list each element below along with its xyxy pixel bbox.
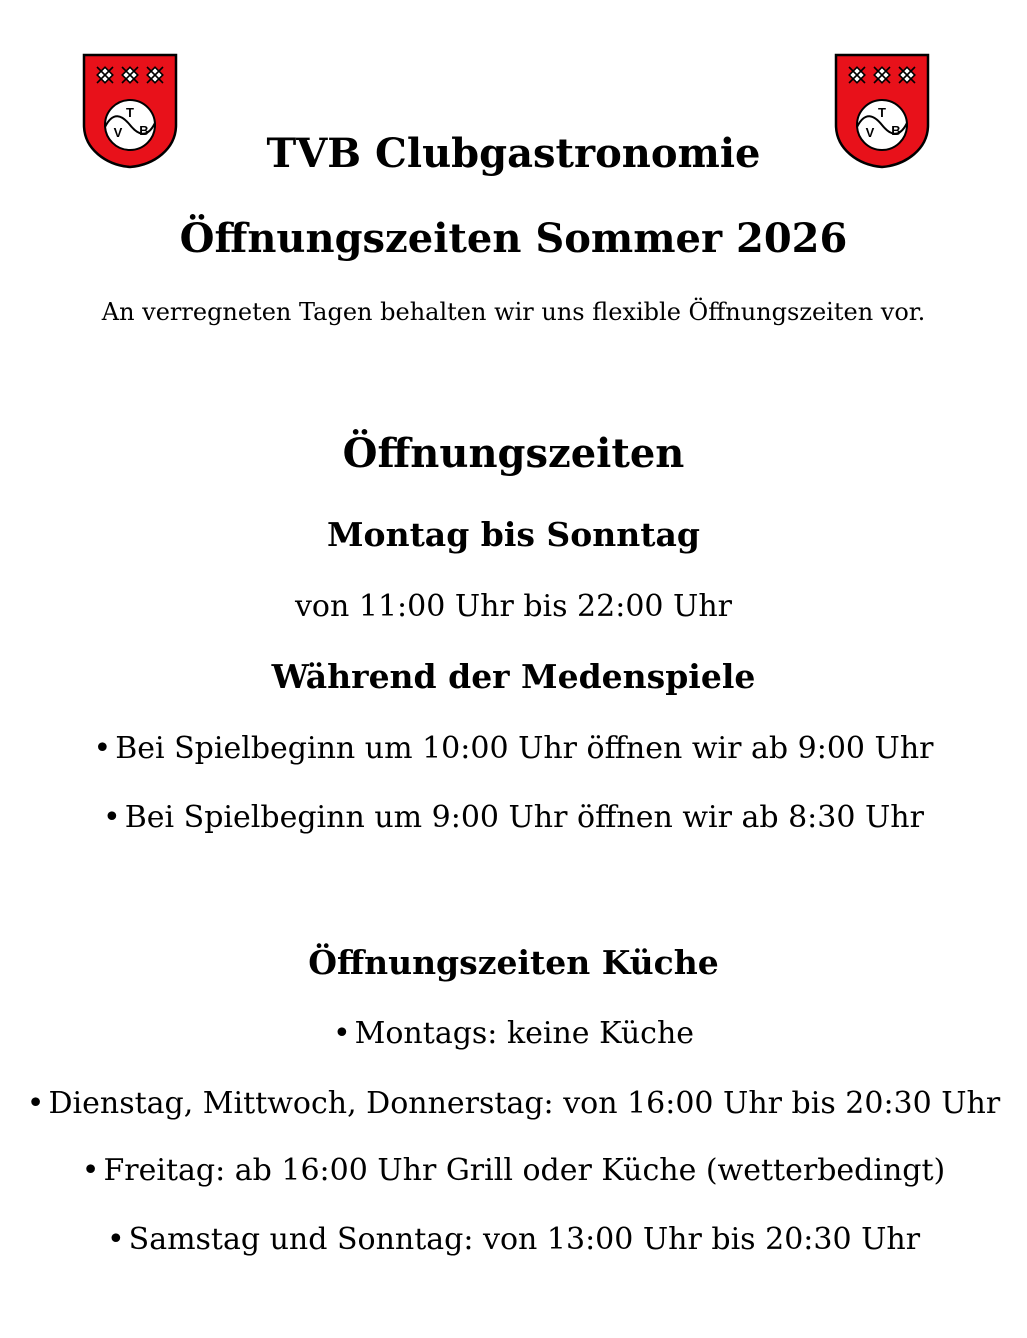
list-item: [0, 732, 1027, 767]
bullet-icon: •: [332, 1016, 351, 1051]
kitchen-item-text: Montags: keine Küche: [354, 1016, 695, 1051]
bullet-icon: •: [81, 1153, 100, 1188]
page-title: TVB Clubgastronomie: [266, 130, 761, 177]
bullet-icon: •: [106, 1222, 125, 1257]
list-item: [0, 801, 1027, 836]
crest-hammer-icons: [97, 67, 163, 83]
bullet-icon: •: [93, 731, 112, 766]
days-label: Montag bis Sonntag: [327, 515, 700, 554]
crest-letter-b: B: [891, 123, 901, 138]
page-subtitle: Öffnungszeiten Sommer 2026: [179, 215, 848, 262]
crest-letter-t: T: [126, 105, 134, 120]
kitchen-heading: Öffnungszeiten Küche: [308, 943, 719, 982]
crest-hammer-icons: [849, 67, 915, 83]
bullet-icon: •: [103, 800, 121, 835]
crest-letter-v: V: [113, 125, 123, 140]
kitchen-item-text: Freitag: ab 16:00 Uhr Grill oder Küche (wetterbedingt): [103, 1153, 946, 1188]
crest-letter-v: V: [865, 125, 875, 140]
list-item: [0, 1087, 1027, 1122]
matches-item-text: Bei Spielbeginn um 9:00 Uhr öffnen wir ab 8:30 Uhr: [124, 800, 924, 835]
list-item: [0, 1154, 1027, 1189]
crest-letter-b: B: [139, 123, 149, 138]
bullet-icon: •: [26, 1086, 45, 1121]
matches-item-text: Bei Spielbeginn um 10:00 Uhr öffnen wir ab 9:00 Uhr: [115, 731, 934, 766]
list-item: [0, 1017, 1027, 1052]
opening-hours-time: von 11:00 Uhr bis 22:00 Uhr: [294, 589, 732, 624]
weather-note: An verregneten Tagen behalten wir uns flexible Öffnungszeiten vor.: [101, 298, 926, 326]
list-item: [0, 1223, 1027, 1258]
crest-letter-t: T: [878, 105, 886, 120]
kitchen-item-text: Dienstag, Mittwoch, Donnerstag: von 16:00 Uhr bis 20:30 Uhr: [48, 1086, 1001, 1121]
kitchen-item-text: Samstag und Sonntag: von 13:00 Uhr bis 20:30 Uhr: [128, 1222, 921, 1257]
matches-heading: Während der Medenspiele: [271, 657, 756, 696]
opening-hours-heading: Öffnungszeiten: [342, 430, 685, 477]
